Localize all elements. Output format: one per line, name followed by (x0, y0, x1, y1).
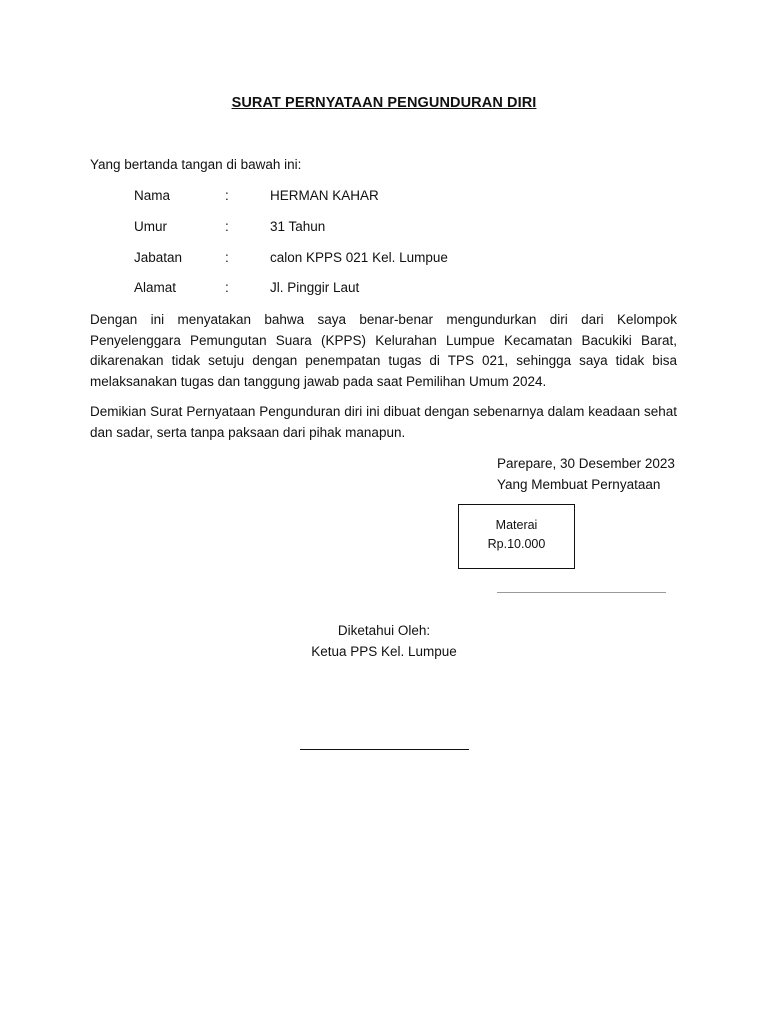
stamp-value: Rp.10.000 (487, 537, 546, 551)
acknowledgement-block (0, 621, 768, 662)
signer-signature-line (497, 592, 666, 593)
acknowledger-signature-line (300, 749, 469, 750)
acknowledger-title: Ketua PPS Kel. Lumpue (311, 643, 457, 659)
field-value: Jl. Pinggir Laut (270, 280, 360, 295)
field-colon: : (225, 219, 229, 234)
field-value: calon KPPS 021 Kel. Lumpue (270, 250, 448, 265)
acknowledged-by-label: Diketahui Oleh: (337, 623, 431, 638)
field-value: 31 Tahun (270, 219, 326, 234)
stamp-box (458, 504, 575, 569)
closing-paragraph: Demikian Surat Pernyataan Pengunduran diri ini dibuat dengan sebenarnya dalam keadaan sehat dan sadar, serta tanpa paksaan dari pihak manapun. (90, 404, 677, 440)
intro-text: Yang bertanda tangan di bawah ini: (90, 157, 302, 172)
field-label: Nama (134, 188, 171, 203)
field-label: Umur (134, 219, 167, 234)
statement-paragraph: Dengan ini menyatakan bahwa saya benar-benar mengundurkan diri dari Kelompok Penyelenggara Pemungutan Suara (KPPS) Kelurahan Lumpue Kecamatan Bacukiki Barat, dikarenakan tidak setuju dengan penempatan tugas di TPS 021, sehingga saya tidak bisa melaksanakan tugas dan tanggung jawab pada saat Pemilihan Umum 2024. (90, 312, 677, 389)
field-label: Alamat (134, 280, 177, 295)
field-colon: : (225, 280, 229, 295)
signer-caption: Yang Membuat Pernyataan (497, 476, 661, 492)
field-value: HERMAN KAHAR (270, 188, 379, 203)
field-colon: : (225, 188, 229, 203)
field-colon: : (225, 250, 229, 265)
place-date: Parepare, 30 Desember 2023 (497, 456, 675, 471)
document-title: SURAT PERNYATAAN PENGUNDURAN DIRI (231, 95, 537, 111)
stamp-label: Materai (495, 518, 538, 532)
signature-block (497, 454, 675, 495)
field-label: Jabatan (134, 250, 183, 265)
